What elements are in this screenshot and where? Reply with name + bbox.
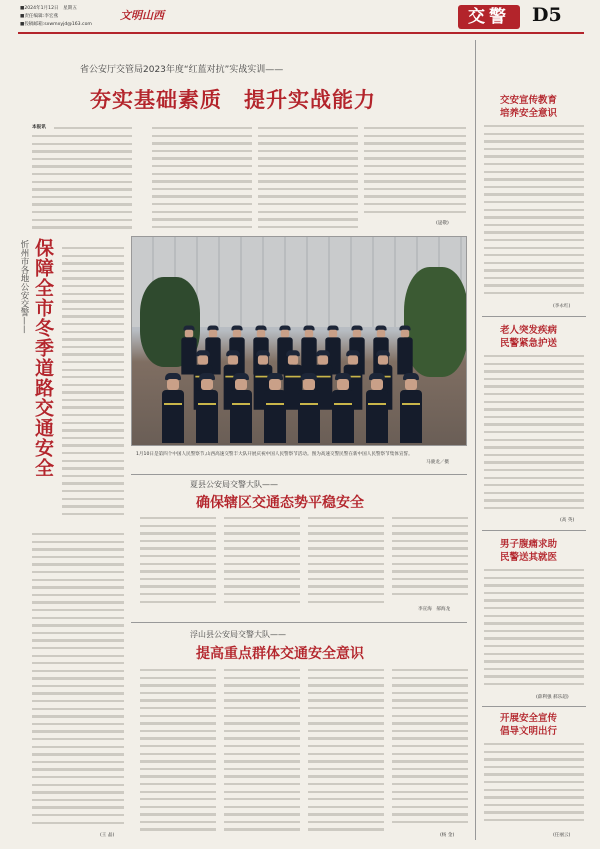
- vertical-story-signature: (王 晶): [100, 833, 115, 838]
- lead-column-1-text: [54, 124, 132, 132]
- sidebar-story-3-body: [484, 566, 584, 694]
- fuyang-column-2: [224, 666, 300, 834]
- sidebar-story-1-title-line-2: 培养安全意识: [500, 108, 558, 119]
- page-number: D5: [532, 4, 562, 26]
- lead-column-3: [258, 124, 358, 232]
- xia-headline: 确保辖区交通态势平稳安全: [196, 495, 364, 511]
- sidebar-story-2-body: [484, 352, 584, 518]
- sidebar-divider-3: [482, 706, 586, 707]
- vertical-kicker-text: 忻州市各地公安交警——: [19, 240, 29, 334]
- sidebar-story-2-signature: (高 英): [560, 518, 575, 523]
- vertical-headline: [30, 238, 56, 528]
- right-column-divider: [475, 40, 476, 840]
- fuyang-column-3: [308, 666, 384, 834]
- fuyang-signature: (杨 金): [440, 833, 455, 838]
- police-group: [132, 285, 466, 445]
- sidebar-story-3-signature: (薛利强 郝乐超): [536, 695, 569, 700]
- sidebar-story-4-signature: (任丽云): [553, 833, 571, 838]
- sidebar-story-1-title-line-1: 交安宣传教育: [500, 95, 558, 106]
- masthead-rule: [18, 32, 584, 34]
- lead-column-2: [152, 124, 252, 232]
- sidebar-story-3-title-line-1: 男子腹痛求助: [500, 539, 558, 550]
- lead-column-1-text-body: [32, 132, 132, 232]
- fuyang-column-1: [140, 666, 216, 834]
- xia-kicker: 夏县公安局交警大队——: [190, 480, 278, 489]
- xia-column-2: [224, 514, 300, 610]
- vertical-headline-text: 保障全市冬季道路交通安全: [32, 238, 54, 478]
- lead-signature: (逯敬): [436, 221, 449, 226]
- sidebar-story-4-title-line-2: 倡导文明出行: [500, 726, 558, 737]
- section-name: 交警: [468, 7, 510, 27]
- sidebar-story-2-title-line-1: 老人突发疾病: [500, 325, 558, 336]
- xia-column-3: [308, 514, 384, 610]
- sidebar-story-1-signature: (李永红): [553, 304, 571, 309]
- sidebar-story-4-title-line-1: 开展安全宣传: [500, 713, 558, 724]
- sidebar-story-4-title: [500, 712, 590, 738]
- photo-credit: 马骏龙／摄: [426, 460, 449, 465]
- photo-caption: 1月10日是第四个中国人民警察节,山西高速交警丰大队开展庆祝中国人民警察节活动。图为高速交警民警在新中国人民警察节集体宣誓。: [136, 452, 413, 457]
- xia-column-4: [392, 514, 468, 602]
- vertical-kicker: [17, 240, 31, 400]
- lead-column-1: [32, 124, 132, 232]
- vertical-story-column-top: [62, 244, 124, 524]
- masthead: [0, 0, 600, 40]
- sidebar-story-2-title-line-2: 民警紧急护送: [500, 338, 558, 349]
- fuyang-column-4: [392, 666, 468, 826]
- brand-logo: [120, 4, 180, 26]
- lead-byline: 本报讯: [32, 125, 46, 130]
- lead-kicker: 省公安厅交管局2023年度“红蓝对抗”实战实训——: [80, 65, 284, 75]
- sidebar-divider-2: [482, 530, 586, 531]
- vertical-story-column-bottom: [32, 530, 124, 830]
- lead-photo: [131, 236, 467, 446]
- sidebar-story-1-body: [484, 122, 584, 302]
- xia-column-1: [140, 514, 216, 610]
- sidebar-story-3-title: [500, 538, 590, 564]
- xia-rule: [131, 474, 467, 475]
- masthead-editor: ■责任编辑:李宏燕: [20, 14, 59, 19]
- sidebar-story-2-title: [500, 324, 590, 350]
- sidebar-story-1-title: [500, 94, 590, 120]
- fuyang-headline: 提高重点群体交通安全意识: [196, 646, 364, 662]
- sidebar-divider-1: [482, 316, 586, 317]
- fuyang-kicker: 浮山县公安局交警大队——: [190, 630, 286, 639]
- section-badge: [458, 5, 520, 29]
- brand-logo-text: 文明山西: [120, 9, 164, 22]
- fuyang-rule: [131, 622, 467, 623]
- sidebar-story-3-title-line-2: 民警送其就医: [500, 552, 558, 563]
- masthead-email: ■投稿邮箱:sxwmxyjd@163.com: [20, 22, 92, 27]
- xia-signature: 李宣海 郝海龙: [418, 607, 451, 612]
- lead-headline: 夯实基础素质 提升实战能力: [90, 87, 376, 112]
- lead-column-4: [364, 124, 466, 216]
- sidebar-story-4-body: [484, 740, 584, 830]
- masthead-date: ■2024年1月12日 星期五: [20, 6, 77, 11]
